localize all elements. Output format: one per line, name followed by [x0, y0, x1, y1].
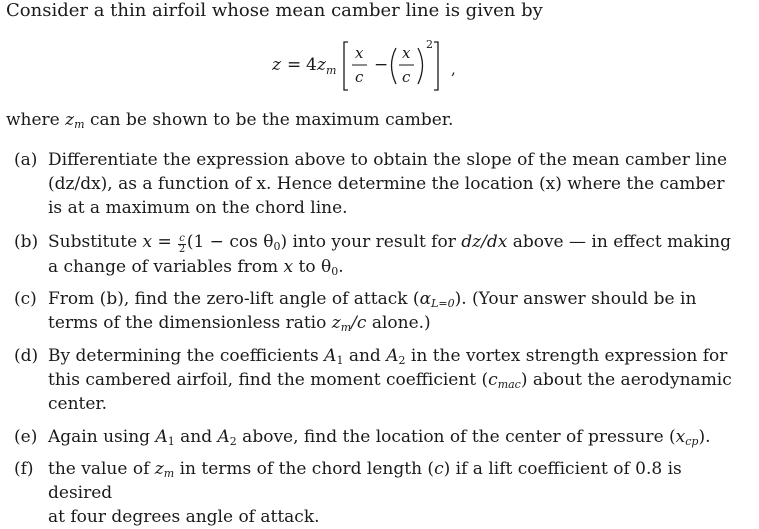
eq-z: z	[272, 55, 281, 75]
c-over-2-fraction: $\frac{c}{2}$	[178, 233, 186, 255]
question-c	[14, 287, 744, 335]
eq-right-bracket	[434, 42, 438, 90]
eq-left-paren	[392, 48, 397, 84]
eq-four: 4	[306, 55, 317, 75]
question-e-line1: Again using $A_1$ and $A_2$ above, find the location of the center of pressure $(x_{cp})$.	[48, 427, 711, 448]
eq-minus: −	[374, 55, 389, 75]
question-e-label: (e)	[14, 427, 38, 447]
question-f	[14, 457, 744, 529]
problem-intro: Consider a thin airfoil whose mean camber line is given by	[6, 0, 543, 21]
question-a-label: (a)	[14, 150, 38, 170]
question-b-line2: a change of variables from x to $\theta_0$.	[48, 257, 344, 278]
zm-symbol: z	[65, 110, 75, 130]
question-b-line1: Substitute x = $\frac{c}{2}$ $(1 - \cos \theta_0)$ into your result for dz/dx above — in effect making	[48, 232, 731, 255]
eq-trailing-comma: ,	[451, 60, 456, 78]
note-rest: can be shown to be the maximum camber.	[84, 110, 454, 130]
eq-left-bracket	[344, 42, 348, 90]
eq-zm-sub: m	[326, 64, 337, 77]
question-d-line1: By determining the coefficients $A_1$ and $A_2$ in the vortex strength expression for	[48, 346, 728, 367]
question-b	[14, 230, 744, 279]
question-a	[14, 148, 744, 220]
eq-equals: =	[287, 55, 302, 75]
question-e	[14, 425, 744, 449]
eq-frac2-den: c	[402, 68, 411, 86]
question-d-line2: this cambered airfoil, find the moment coefficient $(c_{mac})$ about the aerodynamic	[48, 370, 732, 391]
question-f-label: (f)	[14, 459, 34, 479]
eq-right-paren	[418, 48, 423, 84]
eq-frac2-num: x	[402, 44, 411, 62]
zm-subscript: m	[74, 118, 85, 131]
where-text: where	[6, 110, 66, 130]
eq-exponent: 2	[426, 38, 433, 51]
eq-frac1-num: x	[355, 44, 364, 62]
question-c-label: (c)	[14, 289, 37, 309]
eq-zm: z	[317, 55, 326, 75]
equation-graphic	[270, 36, 510, 94]
question-d-label: (d)	[14, 346, 39, 366]
question-a-line3: is at a maximum on the chord line.	[48, 198, 348, 218]
question-f-line1: the value of $z_m$ in terms of the chord length (c) if a lift coefficient of 0.8 is desired	[48, 459, 682, 503]
question-c-line1: From (b), find the zero-lift angle of attack $(\alpha_{L=0})$. (Your answer should be in	[48, 289, 697, 310]
question-d	[14, 344, 744, 416]
question-f-line2: at four degrees angle of attack.	[48, 507, 320, 527]
question-a-line1: Differentiate the expression above to obtain the slope of the mean camber line	[48, 150, 728, 170]
max-camber-note	[6, 109, 453, 131]
eq-frac1-den: c	[355, 68, 364, 86]
question-a-line2: (dz/dx), as a function of x. Hence determine the location (x) where the camber	[48, 174, 725, 194]
question-d-line3: center.	[48, 394, 108, 414]
question-c-line2: terms of the dimensionless ratio $z_m/c$ alone.)	[48, 313, 431, 334]
camber-line-equation	[270, 36, 510, 94]
question-b-label: (b)	[14, 232, 39, 252]
